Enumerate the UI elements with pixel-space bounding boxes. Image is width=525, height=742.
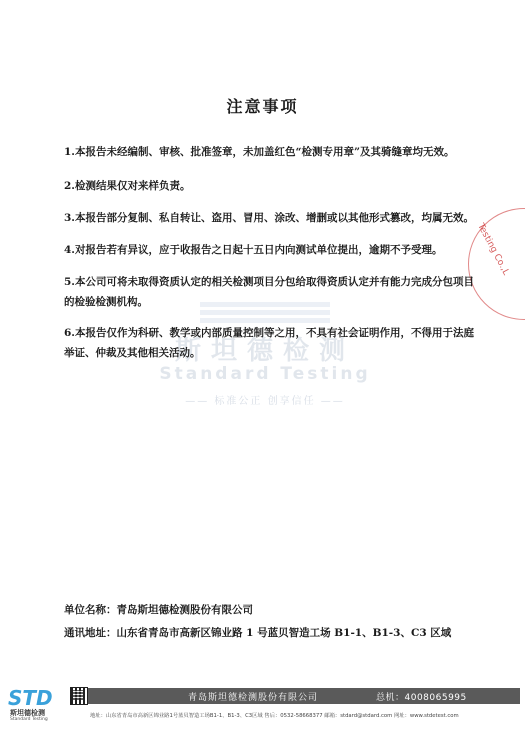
notice-item: 4.对报告若有异议，应于收报告之日起十五日内向测试单位提出，逾期不予受理。 [64, 244, 443, 256]
watermark-chinese: 斯坦德检测 [174, 336, 355, 366]
watermark-slogan: —— 标准公正 创享信任 —— [185, 396, 345, 407]
notice-item: 2.检测结果仅对来样负责。 [64, 180, 191, 192]
watermark-english: Standard Testing [159, 364, 371, 384]
footer-phone: 总机：4008065995 [376, 693, 467, 703]
std-logo [8, 686, 70, 720]
footer-company: 青岛斯坦德检测股份有限公司 [188, 693, 319, 703]
notice-item: 6.本报告仅作为科研、教学或内部质量控制等之用，不具有社会证明作用，不得用于法庭举证、仲裁及其他相关活动。 [64, 327, 474, 359]
notice-item: 1.本报告未经编制、审核、批准签章，未加盖红色“检测专用章”及其骑缝章均无效。 [64, 146, 455, 158]
notice-item: 3.本报告部分复制、私自转让、盗用、冒用、涂改、增删或以其他形式篡改，均属无效。 [64, 212, 474, 224]
seal-text: Testing Co.,L [475, 222, 511, 277]
company-address: 通讯地址：山东省青岛市高新区锦业路 1 号蓝贝智造工场 B1-1、B1-3、C3 区域 [64, 627, 452, 639]
logo-chinese: 斯坦德检测 [10, 709, 45, 717]
page-title: 注意事项 [226, 97, 299, 116]
company-name: 单位名称：青岛斯坦德检测股份有限公司 [64, 604, 253, 616]
notice-item: 5.本公司可将未取得资质认定的相关检测项目分包给取得资质认定并有能力完成分包项目的检验检测机构。 [64, 276, 474, 308]
logo-english: Standard Testing [10, 717, 48, 722]
qr-code-pattern [73, 690, 83, 700]
footer-address: 地址：山东省青岛市高新区锦业路1号蓝贝智造工场B1-1、B1-3、C3区域 售后：0532-58668377 邮箱：stdard@stdard.com 网址：www.stdetest.com [90, 713, 459, 719]
logo-letters: STD [8, 686, 53, 710]
